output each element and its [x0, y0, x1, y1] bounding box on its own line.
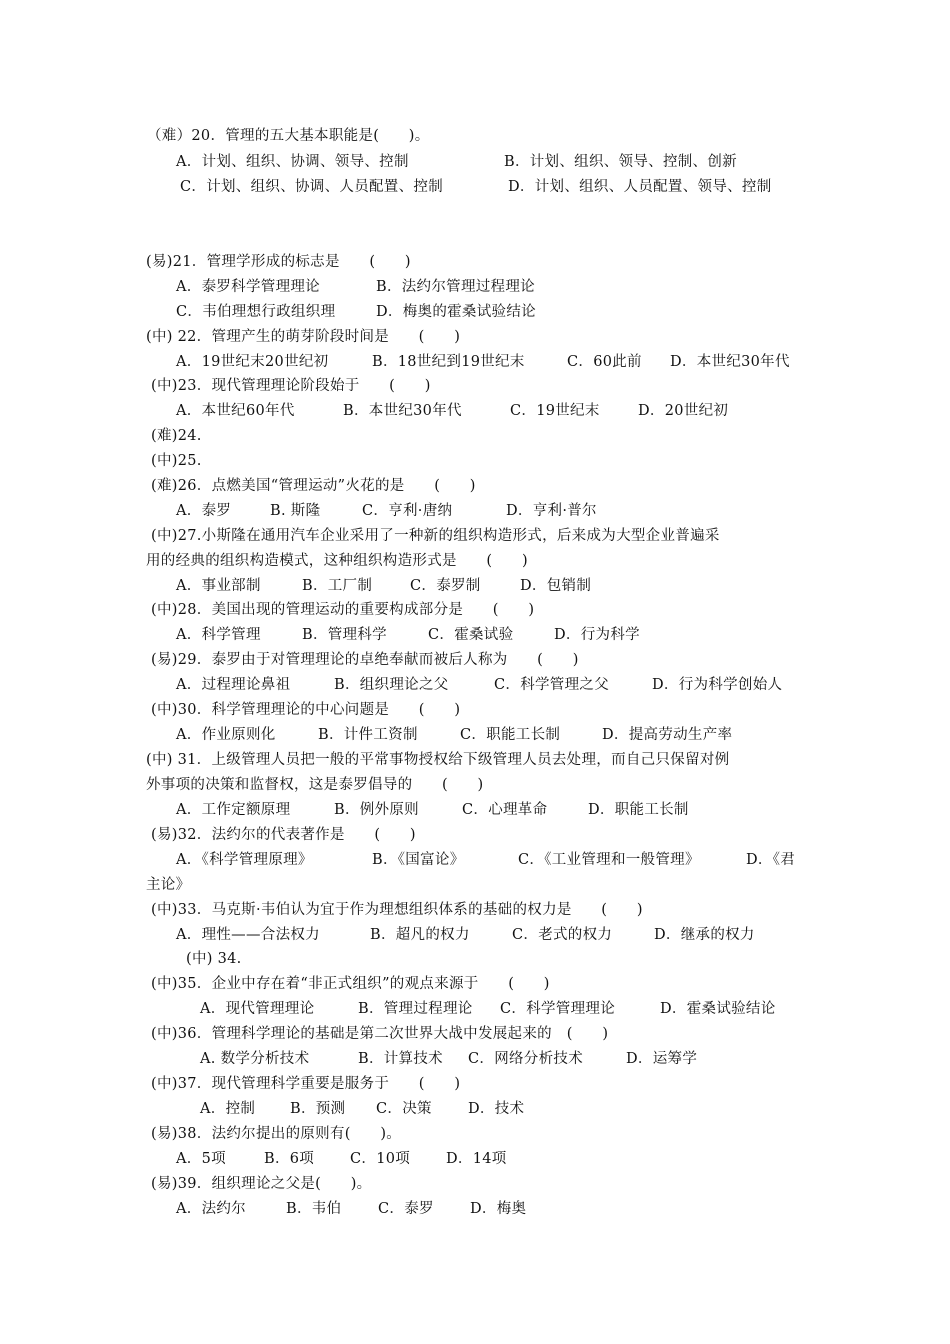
question-36-option-c: C．网络分析技术 [468, 1051, 583, 1067]
question-32-option-d: D．《君 [746, 852, 796, 868]
question-30-option-c: C．职能工长制 [460, 727, 561, 743]
question-23-option-b: B．本世纪30年代 [343, 403, 462, 419]
question-31-option-c: C．心理革命 [462, 802, 548, 818]
question-23-option-a: A．本世纪60年代 [176, 403, 295, 419]
question-32-option-b: B．《国富论》 [372, 852, 465, 868]
question-21-option-a: A．泰罗科学管理理论 [176, 279, 320, 295]
question-36-option-d: D．运筹学 [626, 1051, 698, 1067]
question-22-option-d: D．本世纪30年代 [670, 354, 790, 370]
question-31-stem-line2: 外事项的决策和监督权，这是泰罗倡导的 ( ) [146, 777, 484, 793]
question-30-option-b: B．计件工资制 [318, 727, 418, 743]
question-30-stem: (中)30．科学管理理论的中心问题是 ( ) [151, 702, 461, 718]
question-31-option-a: A．工作定额原理 [176, 802, 291, 818]
question-35-option-d: D．霍桑试验结论 [660, 1001, 776, 1017]
question-23-stem: (中)23．现代管理理论阶段始于 ( ) [151, 378, 431, 394]
question-32-option-c: C．《工业管理和一般管理》 [518, 852, 700, 868]
question-37-option-d: D．技术 [468, 1101, 525, 1117]
question-26-stem: (难)26．点燃美国“管理运动”火花的是 ( ) [151, 478, 476, 494]
question-29-stem: (易)29．泰罗由于对管理理论的卓绝奉献而被后人称为 ( ) [151, 652, 579, 668]
question-37-option-a: A．控制 [200, 1101, 256, 1117]
question-21-option-b: B．法约尔管理过程理论 [376, 279, 535, 295]
question-39-stem: (易)39．组织理论之父是( )。 [151, 1176, 372, 1192]
question-39-option-b: B．韦伯 [286, 1201, 342, 1217]
question-28-option-b: B．管理科学 [302, 627, 387, 643]
question-30-option-d: D．提高劳动生产率 [602, 727, 733, 743]
question-21-option-c: C．韦伯理想行政组织理 [176, 304, 336, 320]
question-22-option-c: C．60此前 [567, 354, 642, 370]
question-39-option-c: C．泰罗 [378, 1201, 434, 1217]
question-38-option-b: B．6项 [264, 1151, 315, 1167]
question-38-stem: (易)38．法约尔提出的原则有( )。 [151, 1126, 402, 1142]
question-29-option-a: A．过程理论鼻祖 [176, 677, 291, 693]
question-21-stem: (易)21．管理学形成的标志是 ( ) [146, 254, 411, 270]
question-27-option-a: A．事业部制 [176, 578, 261, 594]
question-27-option-c: C．泰罗制 [410, 578, 481, 594]
question-28-option-d: D．行为科学 [554, 627, 640, 643]
question-31-option-d: D．职能工长制 [588, 802, 689, 818]
question-23-option-c: C．19世纪末 [510, 403, 600, 419]
question-33-option-b: B．超凡的权力 [370, 927, 470, 943]
question-29-option-b: B．组织理论之父 [334, 677, 449, 693]
question-29-option-c: C．科学管理之父 [494, 677, 609, 693]
question-35-option-a: A．现代管理理论 [200, 1001, 315, 1017]
question-22-stem: (中) 22．管理产生的萌芽阶段时间是 ( ) [146, 329, 461, 345]
question-36-option-a: A. 数学分析技术 [200, 1051, 310, 1067]
question-27-stem-line2: 用的经典的组织构造模式，这种组织构造形式是 ( ) [146, 553, 528, 569]
question-26-option-d: D．亨利·普尔 [506, 503, 597, 519]
question-23-option-d: D．20世纪初 [638, 403, 729, 419]
question-22-option-b: B．18世纪到19世纪末 [372, 354, 525, 370]
question-20-option-b: B．计划、组织、领导、控制、创新 [504, 154, 737, 170]
question-21-option-d: D．梅奥的霍桑试验结论 [376, 304, 536, 320]
question-33-option-c: C．老式的权力 [512, 927, 613, 943]
question-26-option-b: B. 斯隆 [270, 503, 321, 519]
question-32-option-d-continued: 主论》 [146, 877, 191, 893]
question-31-option-b: B．例外原则 [334, 802, 419, 818]
question-26-option-c: C．亨利·唐纳 [362, 503, 453, 519]
question-20-stem: （难）20．管理的五大基本职能是( )。 [147, 128, 430, 144]
question-33-option-d: D．继承的权力 [654, 927, 755, 943]
question-20-option-a: A．计划、组织、协调、领导、控制 [176, 154, 409, 170]
question-32-option-a: A．《科学管理原理》 [176, 852, 313, 868]
question-36-stem: (中)36．管理科学理论的基础是第二次世界大战中发展起来的 ( ) [151, 1026, 609, 1042]
question-38-option-c: C．10项 [350, 1151, 411, 1167]
question-28-option-a: A．科学管理 [176, 627, 261, 643]
question-37-option-c: C．决策 [376, 1101, 432, 1117]
question-24-stem: (难)24. [151, 428, 202, 444]
question-28-option-c: C．霍桑试验 [428, 627, 514, 643]
question-35-option-c: C．科学管理理论 [500, 1001, 615, 1017]
question-36-option-b: B．计算技术 [358, 1051, 443, 1067]
question-31-stem-line1: (中) 31．上级管理人员把一般的平常事物授权给下级管理人员去处理，而自己只保留对例 [146, 752, 730, 768]
question-33-option-a: A．理性——合法权力 [176, 927, 320, 943]
question-38-option-a: A．5项 [176, 1151, 226, 1167]
question-30-option-a: A．作业原则化 [176, 727, 276, 743]
question-26-option-a: A．泰罗 [176, 503, 232, 519]
question-38-option-d: D．14项 [446, 1151, 507, 1167]
question-33-stem: (中)33．马克斯·韦伯认为宜于作为理想组织体系的基础的权力是 ( ) [151, 902, 643, 918]
question-34-stem: (中) 34. [186, 951, 242, 967]
question-39-option-d: D．梅奥 [470, 1201, 527, 1217]
question-20-option-c: C．计划、组织、协调、人员配置、控制 [180, 179, 443, 195]
question-27-option-d: D．包销制 [520, 578, 592, 594]
question-22-option-a: A．19世纪末20世纪初 [176, 354, 329, 370]
question-35-stem: (中)35．企业中存在着“非正式组织”的观点来源于 ( ) [151, 976, 550, 992]
question-27-stem-line1: (中)27.小斯隆在通用汽车企业采用了一种新的组织构造形式，后来成为大型企业普遍采 [151, 528, 720, 544]
question-37-stem: (中)37．现代管理科学重要是服务于 ( ) [151, 1076, 461, 1092]
question-29-option-d: D．行为科学创始人 [652, 677, 783, 693]
question-35-option-b: B．管理过程理论 [358, 1001, 473, 1017]
question-20-option-d: D．计划、组织、人员配置、领导、控制 [508, 179, 772, 195]
question-27-option-b: B．工厂制 [302, 578, 373, 594]
question-25-stem: (中)25. [151, 453, 202, 469]
question-28-stem: (中)28．美国出现的管理运动的重要构成部分是 ( ) [151, 602, 535, 618]
question-32-stem: (易)32．法约尔的代表著作是 ( ) [151, 827, 416, 843]
question-37-option-b: B．预测 [290, 1101, 346, 1117]
question-39-option-a: A．法约尔 [176, 1201, 246, 1217]
